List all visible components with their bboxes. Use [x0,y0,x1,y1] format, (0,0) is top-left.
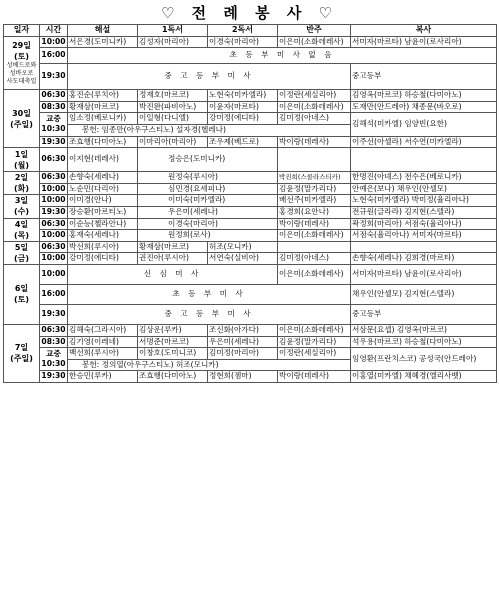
server-cell: 중고등부 [351,64,497,90]
table-row [4,183,497,195]
table-row [4,148,497,172]
reading2-cell: 조우제(베드로) [208,136,278,148]
commentary-cell: 김해숙(그라시아) [68,324,138,336]
reading2-cell: 허조(모니카) [208,241,278,253]
time-cell: 06:30 [40,218,68,230]
reading1-cell: 황재삼(마르코) [138,241,208,253]
time-cell: 08:30 [40,101,68,113]
commentary-cell: 홍진순(루치아) [68,90,138,102]
server-cell: 중고등부 [351,304,497,324]
reading2-cell: 조신화(아가다) [208,324,278,336]
reading-cell: 정승은(도미니카) [138,148,278,172]
mass-note-cell: 중 고 등 부 미 사 [68,304,351,324]
reading2-cell: 이경숙(마리아) [208,36,278,48]
server-cell: 서미자(마르타) 남윤이(로사리아) [351,36,497,48]
reading1-cell: 이일형(다니엘) [138,113,208,125]
server-cell: 노현숙(미카엘라) 박미정(율리아나) [351,195,497,207]
table-row [4,304,497,324]
organ-cell: 박이랑(데레사) [278,218,351,230]
time-cell: 교중 10:30 [40,348,68,371]
server-cell [351,241,497,253]
reading1-cell: 김성자(마리아) [138,36,208,48]
table-row [4,101,497,113]
time-cell: 10:00 [40,264,68,284]
time-cell: 19:30 [40,64,68,90]
server-cell: 석우용(마르코) 하승철(다미아노) [351,336,497,348]
server-cell: 서점숙(율리아나) 서미자(마르타) [351,230,497,242]
organ-cell: 이은미(소화데레사) [278,230,351,242]
time-cell: 10:00 [40,230,68,242]
table-row [4,241,497,253]
table-row [4,195,497,207]
commentary-cell: 장승환(마르티노) [68,206,138,218]
commentary-cell: 박선희(루시아) [68,241,138,253]
organ-cell: 김윤정(말가리다) [278,183,351,195]
commentary-cell: 황재삼(마르코) [68,101,138,113]
offertory-cell: 봉헌: 임종만(아우구스티노) 설자경(헬레나) [68,124,351,136]
commentary-cell: 이지현(데레사) [68,148,138,172]
time-cell: 16:00 [40,48,68,64]
organ-cell: 이은미(소화데레사) [278,264,351,284]
reading2-cell: 이윤자(마르타) [208,101,278,113]
date-cell: 2일 (화) [4,172,40,195]
commentary-cell: 이순능(첼라안나) [68,218,138,230]
reading1-cell: 박진완(파비아노) [138,101,208,113]
organ-cell: 이정란(세실리아) [278,90,351,102]
table-row [4,348,497,360]
time-cell: 06:30 [40,324,68,336]
table-row [4,253,497,265]
reading-cell: 원정희(로사) [138,230,278,242]
table-row [4,90,497,102]
organ-cell: 박이랑(데레사) [278,136,351,148]
reading1-cell: 이창호(도미니코) [138,348,208,360]
commentary-cell: 백선희(루시아) [68,348,138,360]
time-cell: 10:00 [40,183,68,195]
commentary-cell: 서은경(도미니카) [68,36,138,48]
commentary-cell: 이미경(안나) [68,195,138,207]
organ-cell: 박진희(스콜라스티카) [278,172,351,184]
reading2-cell: 강미정(에디타) [208,113,278,125]
date-cell: 6일 (토) [4,264,40,324]
server-cell [351,148,497,172]
table-row [4,284,497,304]
reading-cell: 이경숙(마리아) [138,218,278,230]
organ-cell: 김미정(아네스) [278,253,351,265]
reading1-cell: 조효행(다미아노) [138,371,208,383]
reading2-cell: 정현희(젬마) [208,371,278,383]
header-reading1: 1독서 [138,25,208,37]
schedule-table [3,24,497,383]
header-row [4,25,497,37]
reading-cell: 심민경(요세피나) [138,183,278,195]
commentary-cell: 손향숙(세레나) [68,172,138,184]
time-cell: 19:30 [40,304,68,324]
reading2-cell: 노현숙(미카엘라) [208,90,278,102]
mass-note-cell: 중 고 등 부 미 사 [68,64,351,90]
commentary-cell: 한승민(루카) [68,371,138,383]
time-cell: 08:30 [40,336,68,348]
mass-note-cell: 초 등 부 미 사 [68,284,351,304]
commentary-cell: 강미정(에디타) [68,253,138,265]
time-cell: 06:30 [40,172,68,184]
server-cell: 김영옥(마르코) 하승철(다미아노) [351,90,497,102]
reading-cell: 우은미(세레나) [138,206,278,218]
server-cell: 서삼문(요셉) 김영옥(마르코) [351,324,497,336]
organ-cell: 박이랑(데레사) [278,371,351,383]
commentary-cell: 임소정(베로니카) [68,113,138,125]
server-cell: 임영환(프란치스코) 공성국(안드레아) [351,348,497,371]
commentary-cell: 노순민(다리아) [68,183,138,195]
date-cell: 3일 (수) [4,195,40,218]
organ-cell: 홍경희(요안나) [278,206,351,218]
organ-cell [278,148,351,172]
time-cell: 19:30 [40,136,68,148]
reading2-cell: 우은미(세레나) [208,336,278,348]
table-row [4,324,497,336]
reading-cell: 이미숙(미카엘라) [138,195,278,207]
time-cell: 16:00 [40,284,68,304]
date-cell: 5일 (금) [4,241,40,264]
time-cell: 06:30 [40,148,68,172]
date-cell: 30일 (주일) [4,90,40,148]
time-cell: 06:30 [40,241,68,253]
mass-note-cell: 초 등 부 미 사 없 음 [68,48,497,64]
server-cell: 한명진(아녜스) 전수은(베로니카) [351,172,497,184]
server-cell: 채우인(안셀모) 김지현(스텔라) [351,284,497,304]
organ-cell [278,241,351,253]
time-cell: 10:00 [40,36,68,48]
table-row [4,172,497,184]
reading2-cell: 서연숙(실비아) [208,253,278,265]
time-cell: 19:30 [40,206,68,218]
table-row [4,336,497,348]
reading1-cell: 서명준(마르코) [138,336,208,348]
server-cell: 전규원(글라라) 김지현(스텔라) [351,206,497,218]
header-reading2: 2독서 [208,25,278,37]
table-row [4,206,497,218]
date-cell: 4일 (목) [4,218,40,241]
table-row [4,371,497,383]
organ-cell: 배선주(미카엘라) [278,195,351,207]
server-cell: 도재만(안드레아) 채종문(바오로) [351,101,497,113]
table-row [4,36,497,48]
table-row [4,48,497,64]
time-cell: 06:30 [40,90,68,102]
header-organ: 반주 [278,25,351,37]
server-cell: 안예은(보나) 채우인(안셀모) [351,183,497,195]
organ-cell: 이은미(소화데레사) [278,324,351,336]
server-cell: 이홍열(미카엘) 채혜경(엘리사벳) [351,371,497,383]
table-row [4,113,497,125]
time-cell: 10:00 [40,195,68,207]
date-cell: 29일 (토) 성베드로와 성바오로 사도대축일 [4,36,40,90]
time-cell: 교중 10:30 [40,113,68,136]
header-time: 시간 [40,25,68,37]
date-cell: 7일 (주일) [4,324,40,382]
reading1-cell: 정재호(마르코) [138,90,208,102]
reading-cell: 원정숙(루시아) [138,172,278,184]
offertory-cell: 봉헌: 정의열(아우구스티노) 허조(모니카) [68,359,351,371]
header-altar-server: 복사 [351,25,497,37]
table-row [4,64,497,90]
table-row [4,136,497,148]
table-row [4,230,497,242]
time-cell: 19:30 [40,371,68,383]
server-cell: 손향숙(세레나) 김희경(마르타) [351,253,497,265]
header-commentary: 해설 [68,25,138,37]
reading2-cell: 김미정(마리아) [208,348,278,360]
reading1-cell: 권진아(루시아) [138,253,208,265]
server-cell: 김해석(미카엘) 임양빈(요한) [351,113,497,136]
date-cell: 1일 (월) [4,148,40,172]
page-title: ♡ 전 례 봉 사 ♡ [161,4,338,22]
table-row [4,218,497,230]
organ-cell: 이정란(세실리아) [278,348,351,360]
organ-cell: 이은미(소화데레사) [278,101,351,113]
time-cell: 10:00 [40,253,68,265]
commentary-cell: 홍재숙(세레나) [68,230,138,242]
server-cell: 곽정희(마리아) 서점숙(율리아나) [351,218,497,230]
header-date: 일자 [4,25,40,37]
organ-cell: 이은미(소화데레사) [278,36,351,48]
reading1-cell: 이마리아(마리아) [138,136,208,148]
server-cell: 이주선(아셀라) 서수연(미카엘라) [351,136,497,148]
mass-note-cell: 신 심 미 사 [68,264,278,284]
server-cell: 서미자(마르타) 남윤이(로사리아) [351,264,497,284]
table-row [4,264,497,284]
reading1-cell: 김상운(루카) [138,324,208,336]
organ-cell: 김미정(아네스) [278,113,351,125]
commentary-cell: 조효행(다미아노) [68,136,138,148]
organ-cell: 김윤정(말가리다) [278,336,351,348]
commentary-cell: 김기영(이레네) [68,336,138,348]
